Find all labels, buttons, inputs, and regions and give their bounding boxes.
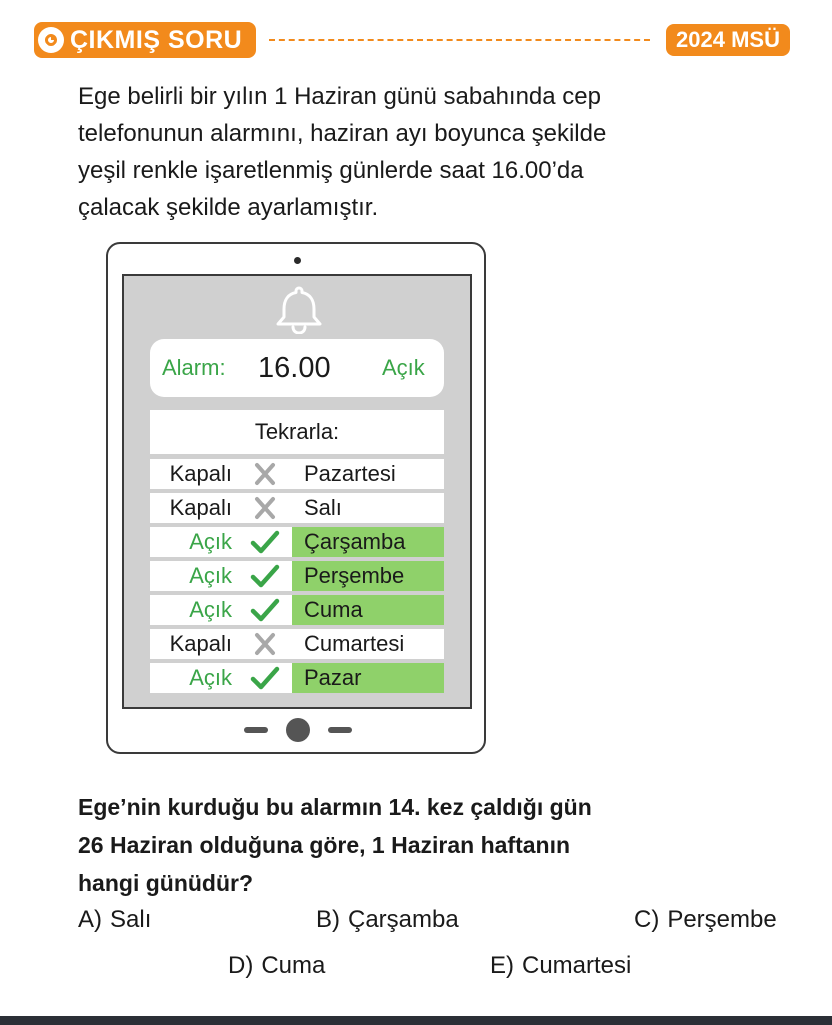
option-text: Çarşamba [348, 906, 459, 933]
dashed-divider [269, 39, 650, 41]
option-d[interactable] [228, 952, 325, 980]
option-letter: A) [78, 906, 102, 933]
section-header [34, 22, 790, 58]
prompt-line: Ege’nin kurduğu bu alarmın 14. kez çaldığı gün [78, 794, 592, 820]
prompt-line: hangi günüdür? [78, 870, 254, 896]
question-line: çalacak şekilde ayarlamıştır. [78, 194, 379, 221]
question-text [78, 78, 718, 226]
check-icon [250, 665, 280, 691]
check-icon [250, 597, 280, 623]
day-name: Salı [304, 495, 342, 520]
option-text: Cumartesi [522, 952, 632, 979]
option-text: Salı [110, 906, 152, 933]
day-row [150, 493, 444, 523]
day-name: Pazar [292, 663, 444, 693]
cross-icon [250, 631, 280, 657]
question-line: yeşil renkle işaretlenmiş günlerde saat 16.00’da [78, 157, 584, 184]
option-letter: E) [490, 952, 514, 979]
check-icon [250, 563, 280, 589]
home-dash-left [244, 727, 268, 733]
past-question-tag [34, 22, 256, 58]
phone-illustration [106, 242, 486, 754]
day-name: Pazartesi [304, 461, 396, 486]
pie-icon [38, 27, 64, 53]
day-row [150, 527, 444, 557]
option-text: Perşembe [667, 906, 777, 933]
alarm-box [150, 339, 444, 397]
alarm-time: 16.00 [258, 351, 331, 384]
day-name: Cuma [292, 595, 444, 625]
phone-screen [122, 274, 472, 709]
camera-dot [294, 257, 301, 264]
day-row [150, 629, 444, 659]
day-name: Cumartesi [304, 631, 405, 656]
day-state: Açık [189, 529, 232, 554]
day-name: Perşembe [292, 561, 444, 591]
alarm-label: Alarm: [162, 355, 226, 380]
day-row [150, 595, 444, 625]
option-letter: B) [316, 906, 340, 933]
bottom-strip [0, 1016, 832, 1025]
home-dash-right [328, 727, 352, 733]
option-b[interactable] [316, 906, 459, 934]
day-state: Açık [189, 665, 232, 690]
day-state: Kapalı [169, 631, 232, 656]
option-c[interactable] [634, 906, 777, 934]
option-a[interactable] [78, 906, 151, 934]
prompt-line: 26 Haziran olduğuna göre, 1 Haziran haftanın [78, 832, 571, 858]
exam-year-tag: 2024 MSÜ [666, 24, 790, 56]
cross-icon [250, 461, 280, 487]
day-row [150, 663, 444, 693]
option-e[interactable] [490, 952, 631, 980]
day-state: Kapalı [169, 495, 232, 520]
day-row [150, 561, 444, 591]
day-state: Kapalı [169, 461, 232, 486]
check-icon [250, 529, 280, 555]
option-letter: C) [634, 906, 660, 933]
day-row [150, 459, 444, 489]
day-state: Açık [189, 563, 232, 588]
cross-icon [250, 495, 280, 521]
phone-home-bar [108, 714, 484, 744]
repeat-title: Tekrarla: [150, 410, 444, 454]
day-state: Açık [189, 597, 232, 622]
home-button [286, 718, 310, 742]
question-line: Ege belirli bir yılın 1 Haziran günü sabahında cep [78, 83, 601, 110]
past-question-label: ÇIKMIŞ SORU [70, 25, 243, 54]
day-list [150, 459, 444, 697]
alarm-status: Açık [382, 355, 425, 380]
bell-icon [272, 284, 326, 334]
option-text: Cuma [261, 952, 326, 979]
question-prompt [78, 788, 718, 902]
question-line: telefonunun alarmını, haziran ayı boyunca şekilde [78, 120, 607, 147]
option-letter: D) [228, 952, 254, 979]
day-name: Çarşamba [292, 527, 444, 557]
